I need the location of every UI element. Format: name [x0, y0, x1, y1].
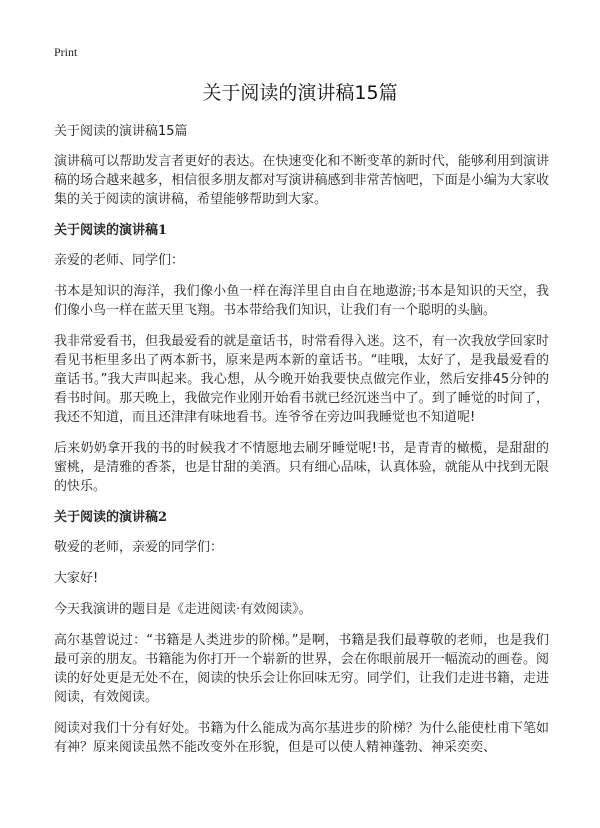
article-subtitle: 关于阅读的演讲稿15篇 — [54, 124, 188, 139]
section-heading-1: 关于阅读的演讲稿1 — [54, 223, 168, 238]
paragraph: 高尔基曾说过：“书籍是人类进步的阶梯。”是啊，书籍是我们最尊敬的老师，也是我们最可亲的朋友。书籍能为你打开一个崭新的世界，会在你眼前展开一幅流动的画卷。阅读的好处更是无处不在，阅读的快乐会让你回味无穷。同学们，让我们走进书籍，走进阅读，有效阅读。 — [54, 633, 549, 705]
print-link[interactable]: Print — [54, 45, 78, 59]
paragraph: 今天我演讲的题目是《走进阅读·有效阅读》。 — [54, 602, 312, 617]
intro-paragraph: 演讲稿可以帮助发言者更好的表达。在快速变化和不断变革的新时代，能够利用到演讲稿的场合越来越多，相信很多朋友都对写演讲稿感到非常苦恼吧，下面是小编为大家收集的关于阅读的演讲稿，希望能够帮助到大家。 — [54, 154, 549, 207]
paragraph: 大家好! — [54, 571, 99, 586]
paragraph: 亲爱的老师、同学们： — [54, 253, 185, 268]
paragraph: 我非常爱看书，但我最爱看的就是童话书，时常看得入迷。这不，有一次我放学回家时看见书柜里多出了两本新书，原来是两本新的童话书。“哇哦，太好了，是我最爱看的童话书。”我大声叫起来。我心想，从今晚开始我要快点做完作业，然后安排45分钟的看书时间。那天晚上，我做完作业刚开始看书就已经沉迷当中了。到了睡觉的时间了，我还不知道，而且还津津有味地看书。连爷爷在旁边叫我睡觉也不知道呢! — [54, 334, 549, 425]
section-heading-2: 关于阅读的演讲稿2 — [54, 510, 168, 525]
paragraph: 阅读对我们十分有好处。书籍为什么能成为高尔基进步的阶梯？为什么能使杜甫下笔如有神？原来阅读虽然不能改变外在形貌，但是可以使人精神蓬勃、神采奕奕、 — [54, 721, 549, 755]
article-body — [54, 122, 549, 769]
page-title: 关于阅读的演讲稿15篇 — [202, 82, 398, 104]
paragraph: 后来奶奶拿开我的书的时候我才不情愿地去刷牙睡觉呢!书，是青青的橄榄，是甜甜的蜜桃，是清雅的香茶，也是甘甜的美酒。只有细心品味，认真体验，就能从中找到无限的快乐。 — [54, 441, 549, 494]
paragraph: 书本是知识的海洋，我们像小鱼一样在海洋里自由自在地遨游;书本是知识的天空，我们像小鸟一样在蓝天里飞翔。书本带给我们知识，让我们有一个聪明的头脑。 — [54, 284, 549, 318]
paragraph: 敬爱的老师，亲爱的同学们： — [54, 540, 224, 555]
